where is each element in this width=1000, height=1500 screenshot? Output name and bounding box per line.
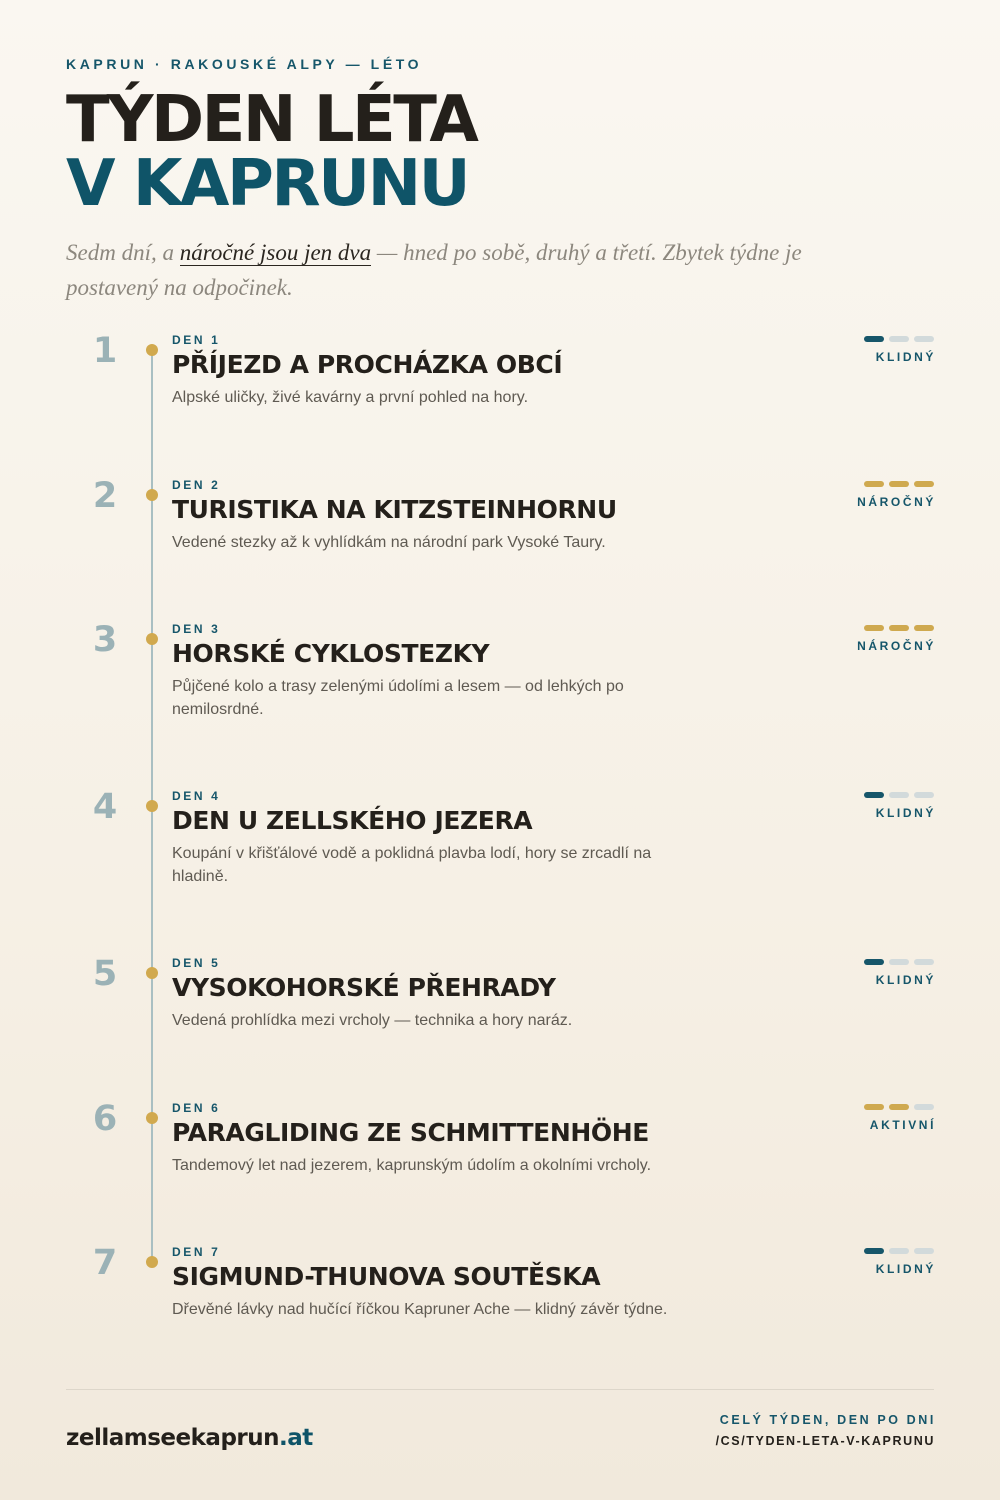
intensity-bar [889, 959, 909, 965]
itinerary-page [66, 0, 934, 1500]
intensity-bars [814, 336, 934, 342]
day-description: Alpské uličky, živé kavárny a první pohled na hory. [172, 389, 529, 406]
intensity-bar [864, 792, 884, 798]
day-label: DEN 5 [172, 956, 221, 970]
title-line-1: TÝDEN LÉTA [66, 83, 477, 157]
intensity-bar [914, 792, 934, 798]
title-line-2: V KAPRUNU [66, 147, 469, 221]
day-title: PŘÍJEZD A PROCHÁZKA OBCÍ [172, 350, 563, 379]
intensity-indicator [814, 481, 934, 509]
intensity-bar [914, 625, 934, 631]
day-number: 4 [92, 787, 118, 827]
intensity-label: KLIDNÝ [875, 350, 936, 364]
intensity-bar [914, 1248, 934, 1254]
intensity-bar [889, 336, 909, 342]
footer-divider [66, 1389, 934, 1390]
site-brand[interactable] [66, 1425, 313, 1451]
page-title [66, 83, 477, 221]
intensity-bar [914, 481, 934, 487]
intensity-label: NÁROČNÝ [857, 495, 936, 509]
day-title: PARAGLIDING ZE SCHMITTENHÖHE [172, 1118, 649, 1147]
intensity-label: KLIDNÝ [875, 1262, 936, 1276]
timeline-dot [146, 800, 158, 812]
intensity-label: NÁROČNÝ [857, 639, 936, 653]
day-description: Dřevěné lávky nad hučící říčkou Kapruner Ache — klidný závěr týdne. [172, 1301, 668, 1318]
day-number: 5 [92, 954, 118, 994]
intensity-bars [814, 1248, 934, 1254]
day-label: DEN 2 [172, 478, 221, 492]
timeline-dot [146, 967, 158, 979]
lede-before: Sedm dní, a [66, 240, 180, 265]
day-label: DEN 1 [172, 333, 221, 347]
kicker: KAPRUN · RAKOUSKÉ ALPY — LÉTO [66, 56, 423, 72]
intensity-label: AKTIVNÍ [869, 1118, 936, 1132]
intensity-bar [889, 1248, 909, 1254]
intensity-indicator [814, 1104, 934, 1132]
intensity-bars [814, 1104, 934, 1110]
day-title: SIGMUND-THUNOVA SOUTĚSKA [172, 1262, 601, 1291]
intensity-bars [814, 481, 934, 487]
intensity-bar [864, 481, 884, 487]
day-title: VYSOKOHORSKÉ PŘEHRADY [172, 973, 556, 1002]
intensity-label: KLIDNÝ [875, 973, 936, 987]
day-number: 7 [92, 1243, 118, 1283]
intensity-indicator [814, 625, 934, 653]
day-label: DEN 7 [172, 1245, 221, 1259]
day-description: Vedené stezky až k vyhlídkám na národní park Vysoké Taury. [172, 534, 606, 551]
intensity-bar [864, 336, 884, 342]
footer-path: /CS/TYDEN-LETA-V-KAPRUNU [715, 1434, 935, 1448]
intensity-bar [864, 1104, 884, 1110]
brand-tld: .at [279, 1425, 313, 1451]
timeline-dot [146, 344, 158, 356]
intensity-bar [864, 1248, 884, 1254]
day-title: HORSKÉ CYKLOSTEZKY [172, 639, 490, 668]
day-description: Půjčené kolo a trasy zelenými údolími a lesem — od lehkých po nemilosrdné. [172, 678, 624, 718]
day-title: TURISTIKA NA KITZSTEINHORNU [172, 495, 617, 524]
day-description: Koupání v křišťálové vodě a poklidná plavba lodí, hory se zrcadlí na hladině. [172, 845, 652, 885]
day-number: 1 [92, 331, 118, 371]
timeline-dot [146, 1256, 158, 1268]
day-description: Vedená prohlídka mezi vrcholy — technika a hory naráz. [172, 1012, 573, 1029]
intensity-indicator [814, 959, 934, 987]
intensity-bar [914, 1104, 934, 1110]
intensity-bars [814, 792, 934, 798]
intensity-bars [814, 625, 934, 631]
footer-link-block[interactable] [716, 1413, 934, 1448]
timeline-dot [146, 1112, 158, 1124]
intensity-indicator [814, 1248, 934, 1276]
day-number: 3 [92, 620, 118, 660]
intensity-indicator [814, 792, 934, 820]
lede-after: — hned po sobě, druhý a třetí. Zbytek týdne je postavený na odpočinek. [66, 240, 802, 300]
lede [66, 235, 826, 305]
intensity-bar [889, 625, 909, 631]
intensity-indicator [814, 336, 934, 364]
footer-caption: CELÝ TÝDEN, DEN PO DNI [719, 1413, 936, 1427]
day-number: 6 [92, 1099, 118, 1139]
day-label: DEN 6 [172, 1101, 221, 1115]
intensity-bar [914, 959, 934, 965]
intensity-bar [864, 625, 884, 631]
day-label: DEN 4 [172, 789, 221, 803]
intensity-bars [814, 959, 934, 965]
day-number: 2 [92, 476, 118, 516]
day-timeline [66, 330, 934, 1330]
intensity-bar [914, 336, 934, 342]
day-label: DEN 3 [172, 622, 221, 636]
lede-emphasis: náročné jsou jen dva [179, 240, 372, 265]
timeline-dot [146, 489, 158, 501]
intensity-bar [889, 792, 909, 798]
day-title: DEN U ZELLSKÉHO JEZERA [172, 806, 533, 835]
intensity-label: KLIDNÝ [875, 806, 936, 820]
intensity-bar [889, 481, 909, 487]
intensity-bar [889, 1104, 909, 1110]
brand-main: zellamseekaprun [66, 1425, 279, 1451]
intensity-bar [864, 959, 884, 965]
timeline-dot [146, 633, 158, 645]
day-description: Tandemový let nad jezerem, kaprunským údolím a okolními vrcholy. [172, 1157, 652, 1174]
